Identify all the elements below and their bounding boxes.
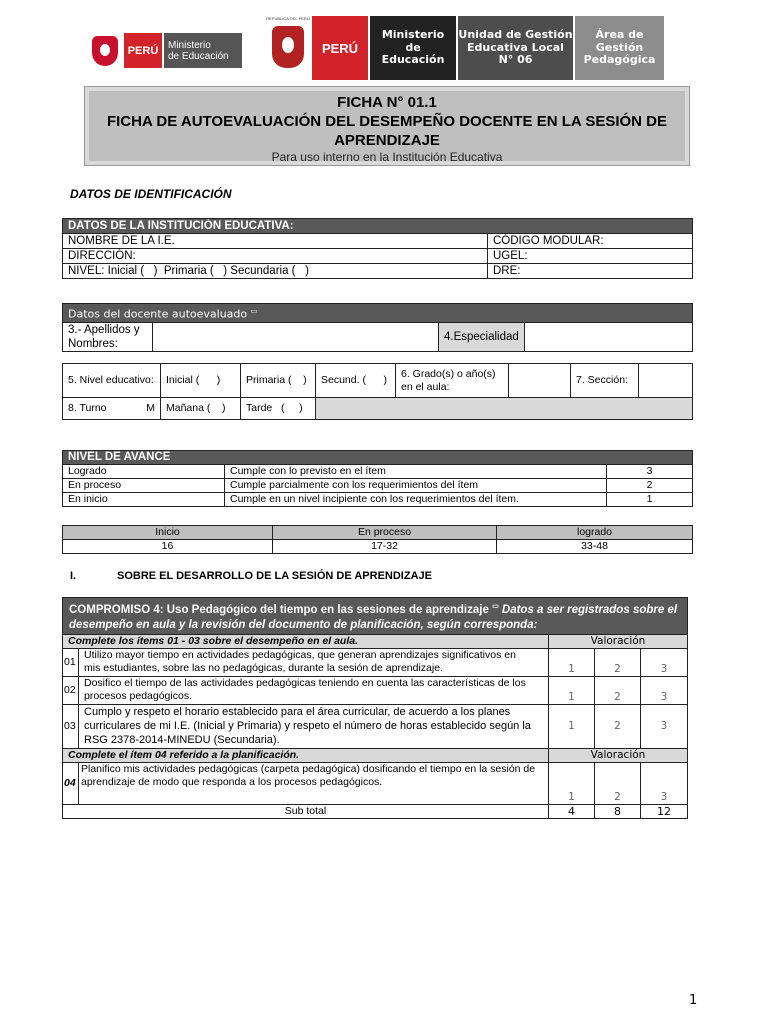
nivel-avance-table <box>62 450 693 507</box>
grados-input[interactable] <box>509 364 571 398</box>
tarde-option[interactable]: Tarde ( ) <box>241 398 316 420</box>
avance-valor: 3 <box>607 465 693 479</box>
rango-value: 33-48 <box>497 540 693 554</box>
item-text: Utilizo mayor tiempo en actividades pedagógicas, que generan aprendizajes significativos en mis estudiantes, sobre las no pedagógicas, durante la sesión de aprendizaje. <box>79 648 549 676</box>
logo-ministerio-label: Ministerio de Educación <box>164 33 242 68</box>
form-number: FICHA N° 01.1 <box>337 94 437 111</box>
section-title: SOBRE EL DESARROLLO DE LA SESIÓN DE APRENDIZAJE <box>117 570 432 582</box>
footnote-icon: ▭ <box>250 307 258 315</box>
header-area-box: Área de Gestión Pedagógica <box>575 16 664 80</box>
compromiso-header: COMPROMISO 4: Uso Pedagógico del tiempo en las sesiones de aprendizaje ▭ Datos a ser registrados sobre el desempeño en aula y la revisión del documento de planificación, según corresponda: <box>63 598 688 635</box>
datos-identificacion-heading: DATOS DE IDENTIFICACIÓN <box>70 187 232 201</box>
rating-1-option[interactable]: 1 <box>549 704 595 748</box>
rango-header: En proceso <box>273 526 497 540</box>
valoracion-header: Valoración <box>549 634 688 648</box>
avance-desc: Cumple en un nivel incipiente con los requerimientos del ítem. <box>225 493 607 507</box>
seal-text: REPÚBLICA DEL PERÚ <box>266 16 310 21</box>
grados-label: 6. Grado(s) o año(s) en el aula: <box>396 364 509 398</box>
rating-2-option[interactable]: 2 <box>595 648 641 676</box>
item-number: 02 <box>63 676 79 704</box>
primaria-option[interactable]: Primaria ( ) <box>241 364 316 398</box>
rango-value: 17-32 <box>273 540 497 554</box>
ugel-field[interactable]: UGEL: <box>488 249 693 264</box>
rango-header: Inicio <box>63 526 273 540</box>
institucion-header: DATOS DE LA INSTITUCIÓN EDUCATIVA: <box>63 219 693 234</box>
nivel-turno-table <box>62 363 693 420</box>
item-text: Cumplo y respeto el horario establecido para el área curricular, de acuerdo a los planes curriculares de mi I.E. (Inicial y Primaria) y respeto el número de horas establecido según la RSG 2378-2014-MINEDU (Secundaria). <box>79 704 549 748</box>
avance-nivel: En inicio <box>63 493 225 507</box>
title-inner <box>89 91 685 164</box>
docente-header: Datos del docente autoevaluado ▭ <box>63 304 693 323</box>
title-box <box>84 86 690 166</box>
rango-header: logrado <box>497 526 693 540</box>
especialidad-label: 4.Especialidad <box>439 322 525 351</box>
docente-table <box>62 303 693 352</box>
manana-option[interactable]: Mañana ( ) <box>161 398 241 420</box>
rating-2-option[interactable]: 2 <box>595 676 641 704</box>
institucion-table <box>62 218 693 279</box>
avance-desc: Cumple parcialmente con los requerimientos del ítem <box>225 479 607 493</box>
header-ugel-box: Unidad de Gestión Educativa Local N° 06 <box>458 16 573 80</box>
item-text: Planifico mis actividades pedagógicas (carpeta pedagógica) dosificando el tiempo en la sesión de aprendizaje de modo que responda a los procesos pedagógicos. <box>79 762 549 804</box>
apellidos-input[interactable] <box>153 322 439 351</box>
especialidad-input[interactable] <box>525 322 693 351</box>
peru-seal-logo <box>264 16 312 80</box>
section-number: I. <box>70 570 77 582</box>
codigo-modular-field[interactable]: CÓDIGO MODULAR: <box>488 234 693 249</box>
form-title-line2: APRENDIZAJE <box>334 132 440 149</box>
peru-red-box: PERÚ <box>312 16 368 80</box>
turno-empty <box>316 398 693 420</box>
nivel-educativo-label: 5. Nivel educativo: <box>63 364 161 398</box>
rating-1-option[interactable]: 1 <box>549 648 595 676</box>
direccion-field[interactable]: DIRECCIÓN: <box>63 249 488 264</box>
compromiso-table <box>62 597 688 819</box>
nivel-field[interactable]: NIVEL: Inicial ( ) Primaria ( ) Secundaria ( ) <box>63 264 488 279</box>
rating-1-option[interactable]: 1 <box>549 676 595 704</box>
minedu-logo <box>92 32 244 70</box>
nivel-avance-header: NIVEL DE AVANCE <box>63 451 693 465</box>
rating-3-option[interactable]: 3 <box>641 704 688 748</box>
seccion-input[interactable] <box>639 364 693 398</box>
item-text: Dosifico el tiempo de las actividades pedagógicas teniendo en cuenta las características de los procesos pedagógicos. <box>79 676 549 704</box>
inicial-option[interactable]: Inicial ( ) <box>161 364 241 398</box>
logo-peru-label: PERÚ <box>124 33 162 68</box>
rating-3-option[interactable]: 3 <box>641 676 688 704</box>
item-number: 01 <box>63 648 79 676</box>
group1-label: Complete los ítems 01 - 03 sobre el desempeño en el aula. <box>63 634 549 648</box>
rangos-table <box>62 525 693 554</box>
subtotal-label: Sub total <box>63 804 549 818</box>
page-number: 1 <box>689 993 698 1008</box>
avance-desc: Cumple con lo previsto en el ítem <box>225 465 607 479</box>
avance-nivel: En proceso <box>63 479 225 493</box>
nombre-ie-field[interactable]: NOMBRE DE LA I.E. <box>63 234 488 249</box>
item-number: 03 <box>63 704 79 748</box>
subtotal-value: 12 <box>641 804 688 818</box>
footnote-icon: ▭ <box>492 603 499 610</box>
rango-value: 16 <box>63 540 273 554</box>
coat-of-arms-icon <box>272 26 304 68</box>
rating-3-option[interactable]: 3 <box>641 648 688 676</box>
header-ministerio-box: Ministerio de Educación <box>370 16 456 80</box>
rating-2-option[interactable]: 2 <box>595 762 641 804</box>
avance-valor: 1 <box>607 493 693 507</box>
valoracion-header: Valoración <box>549 748 688 762</box>
dre-field[interactable]: DRE: <box>488 264 693 279</box>
secundaria-option[interactable]: Secund. ( ) <box>316 364 396 398</box>
subtotal-value: 8 <box>595 804 641 818</box>
rating-2-option[interactable]: 2 <box>595 704 641 748</box>
form-subtitle: Para uso interno en la Institución Educativa <box>271 150 503 164</box>
item-number: 04 <box>63 762 79 804</box>
rating-1-option[interactable]: 1 <box>549 762 595 804</box>
rating-3-option[interactable]: 3 <box>641 762 688 804</box>
form-title-line1: FICHA DE AUTOEVALUACIÓN DEL DESEMPEÑO DOCENTE EN LA SESIÓN DE <box>106 113 668 130</box>
subtotal-value: 4 <box>549 804 595 818</box>
avance-valor: 2 <box>607 479 693 493</box>
apellidos-label: 3.- Apellidos y Nombres: <box>63 322 153 351</box>
peru-shield-icon <box>92 36 118 66</box>
group2-label: Complete el ítem 04 referido a la planificación. <box>63 748 549 762</box>
seccion-label: 7. Sección: <box>571 364 639 398</box>
avance-nivel: Logrado <box>63 465 225 479</box>
turno-label: 8. Turno M <box>63 398 161 420</box>
